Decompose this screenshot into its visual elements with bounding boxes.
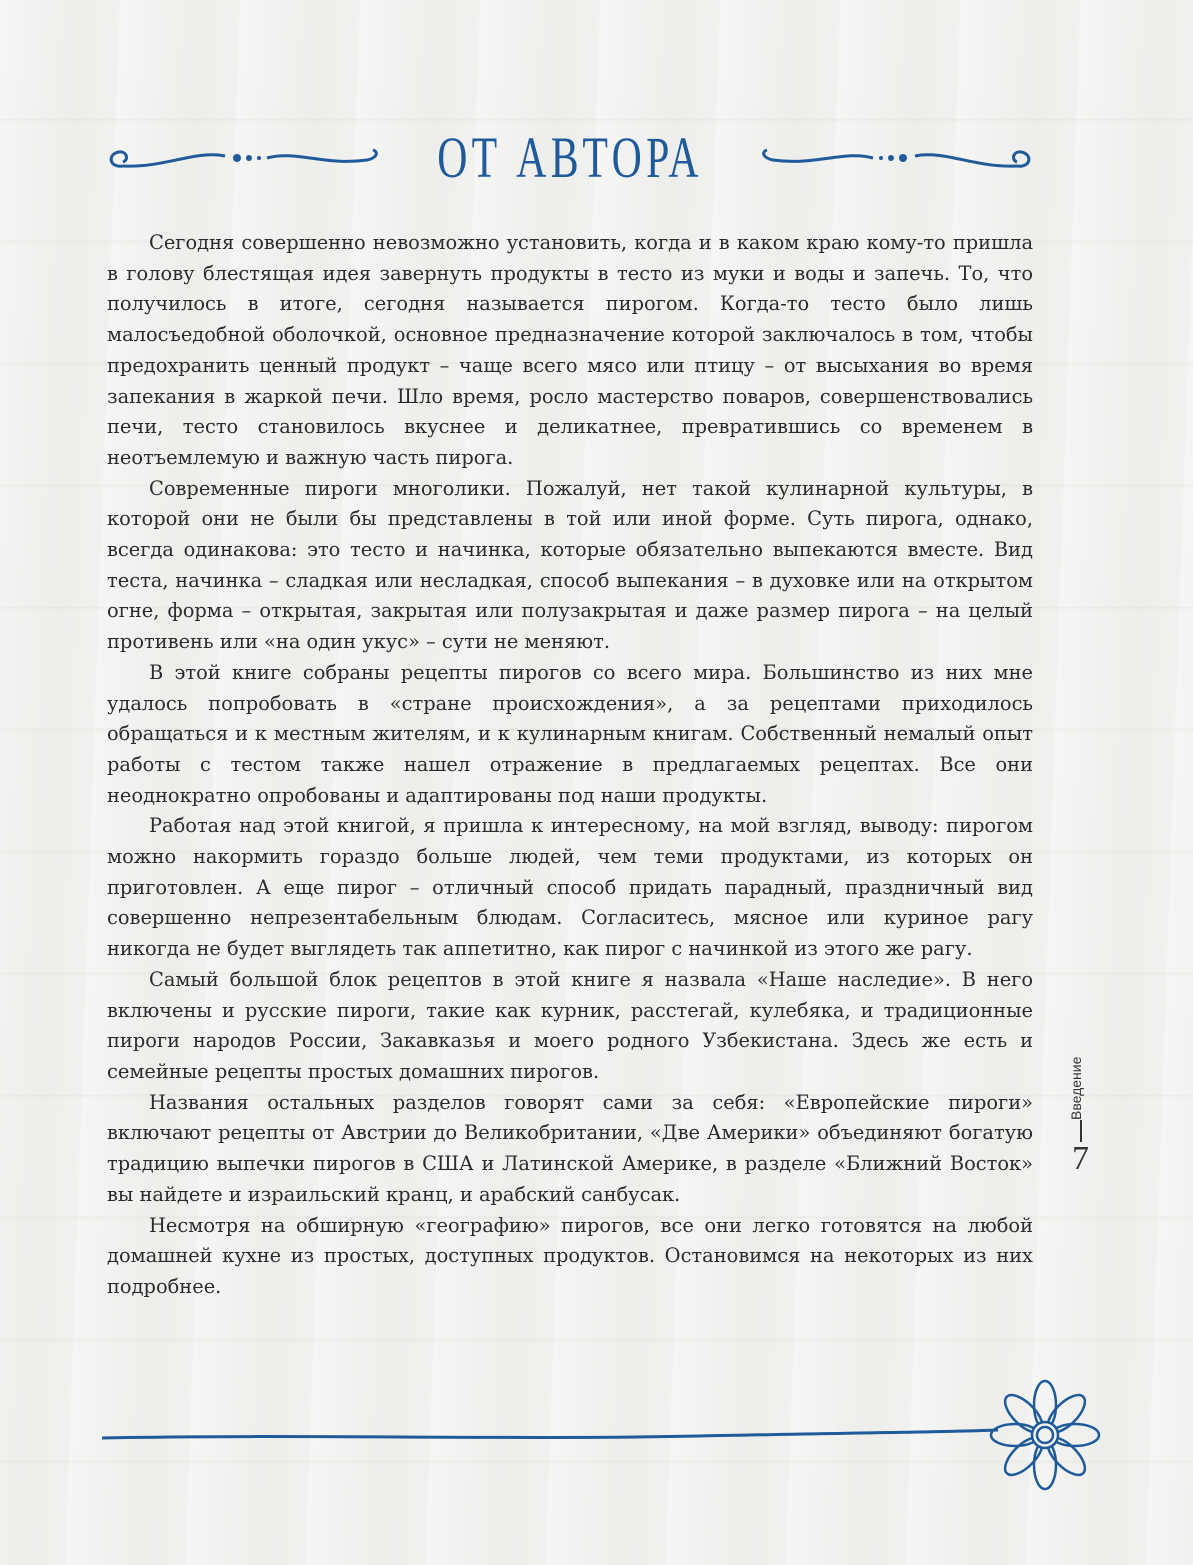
section-name: Введение xyxy=(1068,1056,1084,1120)
page-divider xyxy=(1080,1120,1082,1142)
flourish-right-icon xyxy=(755,146,1035,176)
paragraph-5: Самый большой блок рецептов в этой книге я назвала «Наше наследие». В него включены и русские пироги, такие как курник, расстегай, кулебяка, и традиционные пироги народов России, Закавказья и моего родного Узбекистана. Здесь же есть и семейные рецепты простых домашних пирогов. xyxy=(107,967,1033,1083)
flower-icon xyxy=(985,1375,1105,1495)
paragraph-3: В этой книге собраны рецепты пирогов со всего мира. Большинство из них мне удалось попробовать в «стране происхождения», а за рецептами приходилось обращаться и к местным жителям, и к кулинарным книгам. Собственный немалый опыт работы с тестом также нашел отражение в предлагаемых рецептах. Все они неоднократно опробованы и адаптированы под наши продукты. xyxy=(107,660,1033,807)
title-row xyxy=(105,118,1035,198)
paragraph-7: Несмотря на обширную «географию» пирогов, все они легко готовятся на любой домашней кухне из простых, доступных продуктов. Остановимся на некоторых из них подробнее. xyxy=(107,1213,1033,1298)
paragraph-4: Работая над этой книгой, я пришла к интересному, на мой взгляд, выводу: пирогом можно накормить гораздо больше людей, чем теми продуктами, из которых он приготовлен. А еще пирог – отличный способ придать парадный, праздничный вид совершенно непрезентабельным блюдам. Согласитесь, мясное или куриное рагу никогда не будет выглядеть так аппетитно, как пирог с начинкой из этого же рагу. xyxy=(107,814,1033,961)
paragraph-6: Названия остальных разделов говорят сами за себя: «Европейские пироги» включают рецепты от Австрии до Великобритании, «Две Америки» объединяют богатую традицию выпечки пирогов в США и Латинской Америке, в разделе «Ближний Восток» вы найдете и израильский кранц, и арабский санбусак. xyxy=(107,1090,1033,1206)
paragraph-1: Сегодня совершенно невозможно установить, когда и в каком краю кому-то пришла в голову блестящая идея завернуть продукты в тесто из муки и воды и запечь. То, что получилось в итоге, сегодня называется пирогом. Когда-то тесто было лишь малосъедобной оболочкой, основное предназначение которой заключалось в том, чтобы предохранить ценный продукт – чаще всего мясо или птицу – от высыхания во время запекания в жаркой печи. Шло время, росло мастерство поваров, совершенствовались печи, тесто становилось вкуснее и деликатнее, превратившись со временем в неотъемлемую и важную часть пирога. xyxy=(107,231,1033,469)
page-number: 7 xyxy=(1072,1140,1089,1177)
body-text xyxy=(107,228,1033,1303)
paragraph-2: Современные пироги многолики. Пожалуй, нет такой кулинарной культуры, в которой они не были бы представлены в той или иной форме. Суть пирога, однако, всегда одинакова: это тесто и начинка, которые обязательно выпекаются вместе. Вид теста, начинка – сладкая или несладкая, способ выпекания – в духовке или на открытом огне, форма – открытая, закрытая или полузакрытая и даже размер пирога – на целый противень или «на один укус» – сути не меняют. xyxy=(107,476,1033,654)
page-title: ОТ АВТОРА xyxy=(437,125,703,190)
bottom-rule xyxy=(100,1420,1000,1450)
